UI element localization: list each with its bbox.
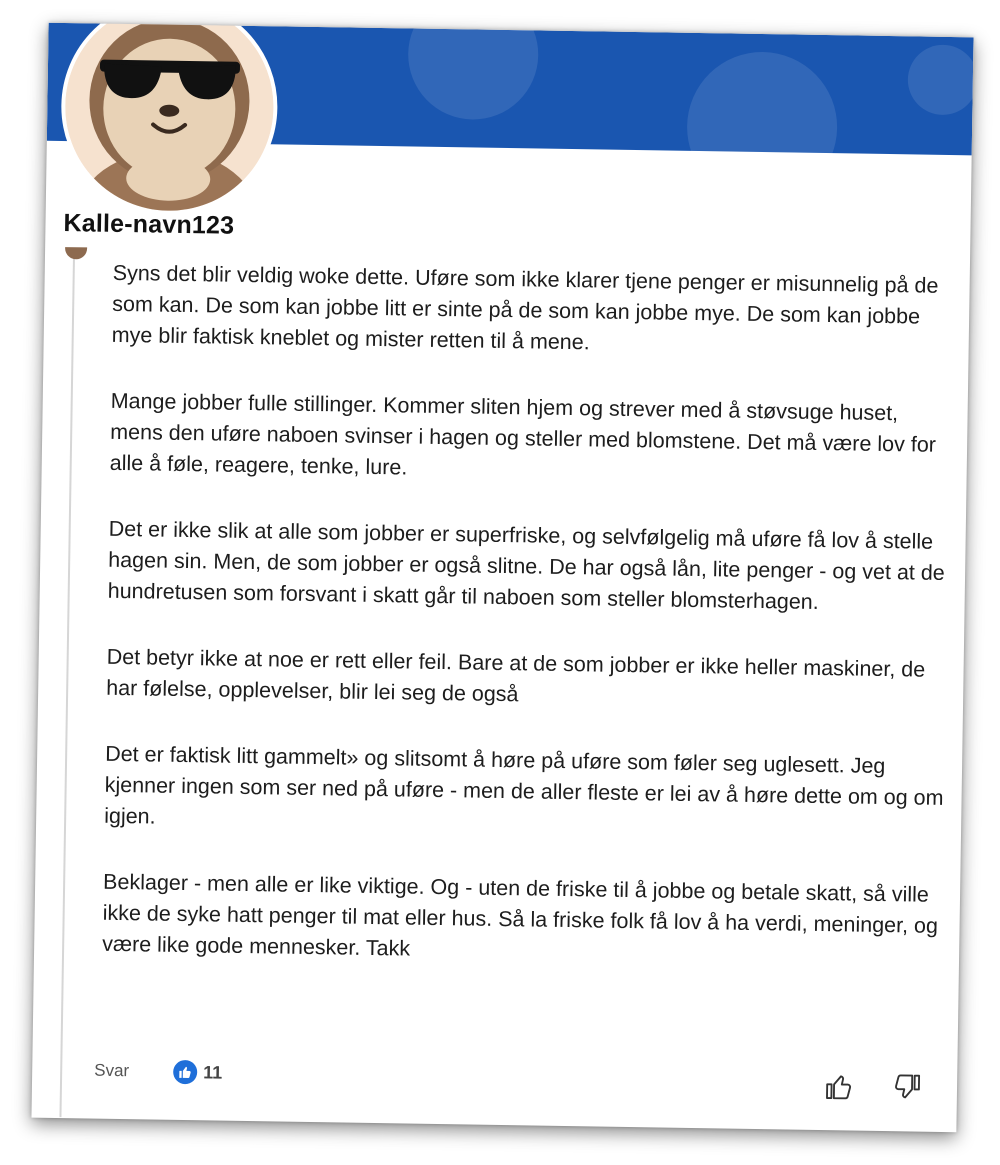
- banner-pattern-icon: [907, 44, 973, 115]
- thread-line: [59, 257, 75, 1117]
- comment-actions: [94, 1056, 222, 1088]
- like-count: 11: [203, 1061, 223, 1083]
- banner-pattern-icon: [407, 23, 539, 121]
- thumbs-up-icon: [173, 1060, 197, 1084]
- comment-paragraph: Syns det blir veldig woke dette. Uføre som ikke klarer tjene penger er misunnelig på de som kan. De som kan jobbe litt er sinte på de som kan jobbe mye. De som kan jobbe mye blir faktisk kneblet og mister retten til å mene.: [111, 260, 939, 355]
- comment-card: [31, 23, 973, 1132]
- comment-paragraph: Det er ikke slik at alle som jobber er superfriske, og selvfølgelig må uføre få lov å stelle hagen sin. Men, de som jobber er også slitne. De har også lån, lite penger - og vet at de hundretusen som forsvant i skatt går til naboen som steller blomsterhagen.: [107, 516, 945, 614]
- thumbs-up-outline-icon[interactable]: [824, 1071, 854, 1101]
- comment-paragraph: Det er faktisk litt gammelt» og slitsomt å høre på uføre som føler seg uglesett. Jeg kjenner ingen som ser ned på uføre - men de aller fleste er lei av å høre dette om og om igjen.: [104, 741, 944, 829]
- thumbs-down-outline-icon[interactable]: [892, 1072, 922, 1102]
- reply-button[interactable]: Svar: [94, 1060, 130, 1081]
- comment-paragraph: Mange jobber fulle stillinger. Kommer sliten hjem og strever med å støvsuge huset, mens den uføre naboen svinser i hagen og steller med blomstene. Det må være lov for alle å føle, reagere, tenke, lure.: [109, 388, 937, 480]
- banner-pattern-icon: [686, 51, 838, 155]
- sloth-with-sunglasses-avatar-icon: [64, 23, 275, 213]
- avatar[interactable]: [60, 23, 279, 217]
- comment-paragraph: Beklager - men alle er like viktige. Og - uten de friske til å jobbe og betale skatt, så ville ikke de syke hatt penger til mat eller hus. Så la friske folk få lov å ha verdi, meninger, og være like gode mennesker. Takk: [102, 869, 939, 961]
- reply-avatar: [65, 247, 87, 259]
- username[interactable]: Kalle-navn123: [63, 209, 235, 240]
- comment-body: [101, 258, 952, 1008]
- like-count-badge: [173, 1060, 222, 1085]
- comment-paragraph: Det betyr ikke at noe er rett eller feil. Bare at de som jobber er ikke heller maskiner, de har følelse, opplevelser, blir lei seg de også: [106, 644, 926, 707]
